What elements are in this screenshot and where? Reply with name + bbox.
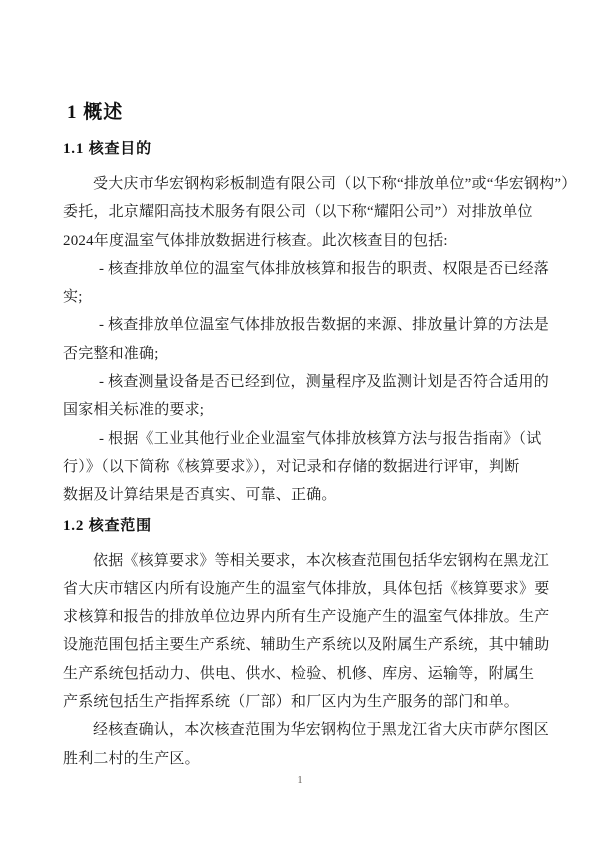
text-line: 经核查确认，本次核查范围为华宏钢构位于黑龙江省大庆市萨尔图区	[93, 722, 550, 739]
chapter-heading: 1 概述	[67, 102, 124, 123]
text-line: 行）》（以下简称《核算要求》），对记录和存储的数据进行评审，判断	[63, 458, 520, 475]
text-line: 依据《核算要求》等相关要求，本次核查范围包括华宏钢构在黑龙江	[93, 552, 550, 569]
text-line: 委托，北京耀阳高技术服务有限公司（以下称“耀阳公司”）对排放单位	[63, 204, 533, 221]
text-line: 求核算和报告的排放单位边界内所有生产设施产生的温室气体排放。生产	[63, 609, 550, 626]
text-line: - 根据《工业其他行业企业温室气体排放核算方法与报告指南》（试	[99, 430, 542, 447]
sections-container	[63, 139, 577, 773]
text-line: 国家相关标准的要求;	[63, 402, 205, 419]
text-line: 2024年度温室气体排放数据进行核查。此次核查目的包括:	[63, 232, 448, 249]
document-content	[63, 0, 577, 773]
text-line: 受大庆市华宏钢构彩板制造有限公司（以下称“排放单位”或“华宏钢构”）	[93, 176, 577, 192]
text-line: 省大庆市辖区内所有设施产生的温室气体排放，具体包括《核算要求》要	[63, 580, 550, 597]
paragraph-block	[63, 170, 577, 510]
text-line: 数据及计算结果是否真实、可靠、正确。	[63, 487, 337, 504]
text-line: 生产系统包括动力、供电、供水、检验、机修、库房、运输等，附属生	[63, 665, 535, 682]
text-line: 实;	[63, 289, 83, 306]
text-line: - 核查测量设备是否已经到位，测量程序及监测计划是否符合适用的	[99, 374, 549, 391]
page-number: 1	[297, 775, 303, 786]
section-heading: 1.2 核查范围	[63, 517, 152, 534]
text-line: 胜利二村的生产区。	[63, 750, 200, 767]
text-line: 否完整和准确;	[63, 345, 159, 362]
text-line: 产系统包括生产指挥系统（厂部）和厂区内为生产服务的部门和单。	[63, 694, 520, 711]
text-line: 设施范围包括主要生产系统、辅助生产系统以及附属生产系统，其中辅助	[63, 637, 550, 654]
section-heading: 1.1 核查目的	[63, 141, 152, 157]
text-line: - 核查排放单位温室气体排放报告数据的来源、排放量计算的方法是	[99, 317, 549, 334]
paragraph-block	[63, 547, 550, 773]
text-line: - 核查排放单位的温室气体排放核算和报告的职责、权限是否已经落	[99, 260, 549, 277]
